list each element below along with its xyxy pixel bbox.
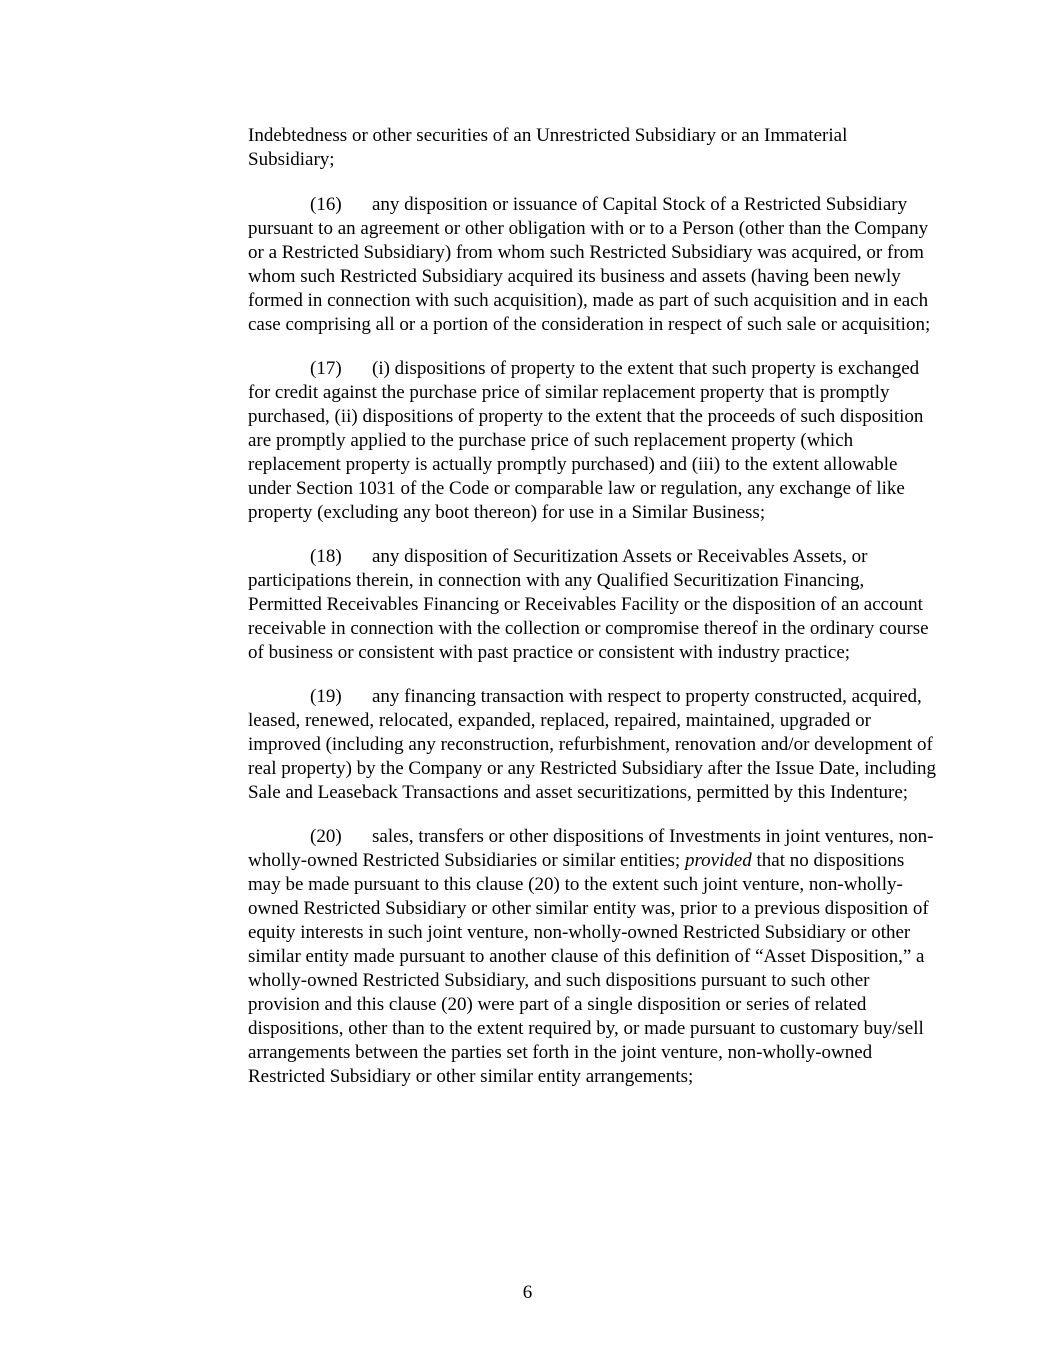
clause-text-after: that no dispositions may be made pursuant to this clause (20) to the extent such joint venture, non-wholly-owned Restricted Subsidiary or other similar entity was, prior to a previous disposition of equity interests in such joint venture, non-wholly-owned Restricted Subsidiary or other similar entity made pursuant to another clause of this definition of “Asset Disposition,” a wholly-owned Restricted Subsidiary, and such dispositions pursuant to such other provision and this clause (20) were part of a single disposition or series of related dispositions, other than to the extent required by, or made pursuant to customary buy/sell arrangements between the parties set forth in the joint venture, non-wholly-owned Restricted Subsidiary or other similar entity arrangements; [248, 850, 929, 1087]
clause-number: (17) [310, 358, 342, 379]
clause-text: any disposition of Securitization Assets or Receivables Assets, or participations therein, in connection with any Qualified Securitization Financing, Permitted Receivables Financing or Receivables Facility or the disposition of an account receivable in connection with the collection or compromise thereof in the ordinary course of business or consistent with past practice or consistent with industry practice; [248, 546, 929, 663]
continuation-text: Indebtedness or other securities of an Unrestricted Subsidiary or an Immaterial Subsidiary; [248, 125, 848, 170]
clause-text: (i) dispositions of property to the extent that such property is exchanged for credit against the purchase price of similar replacement property that is promptly purchased, (ii) dispositions of property to the extent that the proceeds of such disposition are promptly applied to the purchase price of such replacement property (which replacement property is actually promptly purchased) and (iii) to the extent allowable under Section 1031 of the Code or comparable law or regulation, any exchange of like property (excluding any boot thereon) for use in a Similar Business; [248, 358, 924, 523]
clause-text: any financing transaction with respect to property constructed, acquired, leased, renewed, relocated, expanded, replaced, repaired, maintained, upgraded or improved (including any reconstruction, refurbishment, renovation and/or development of real property) by the Company or any Restricted Subsidiary after the Issue Date, including Sale and Leaseback Transactions and asset securitizations, permitted by this Indenture; [248, 686, 937, 803]
clause-number: (20) [310, 826, 342, 847]
clause-number: (16) [310, 194, 342, 215]
clause-20 [248, 825, 938, 1089]
clause-number: (19) [310, 686, 342, 707]
clause-emphasis: provided [684, 850, 752, 871]
clause-text-before: sales, transfers or other dispositions of Investments in joint ventures, non-wholly-owned Restricted Subsidiaries or similar entities; [248, 826, 934, 871]
clause-text: any disposition or issuance of Capital Stock of a Restricted Subsidiary pursuant to an agreement or other obligation with or to a Person (other than the Company or a Restricted Subsidiary) from whom such Restricted Subsidiary was acquired, or from whom such Restricted Subsidiary acquired its business and assets (having been newly formed in connection with such acquisition), made as part of such acquisition and in each case comprising all or a portion of the consideration in respect of such sale or acquisition; [248, 194, 931, 335]
continuation-paragraph [248, 124, 938, 172]
clause-number: (18) [310, 546, 342, 567]
clause-16 [248, 193, 938, 337]
clause-18 [248, 545, 938, 665]
page-number: 6 [522, 1282, 533, 1303]
clause-17 [248, 357, 938, 525]
document-body [248, 124, 938, 1109]
clause-19 [248, 685, 938, 805]
